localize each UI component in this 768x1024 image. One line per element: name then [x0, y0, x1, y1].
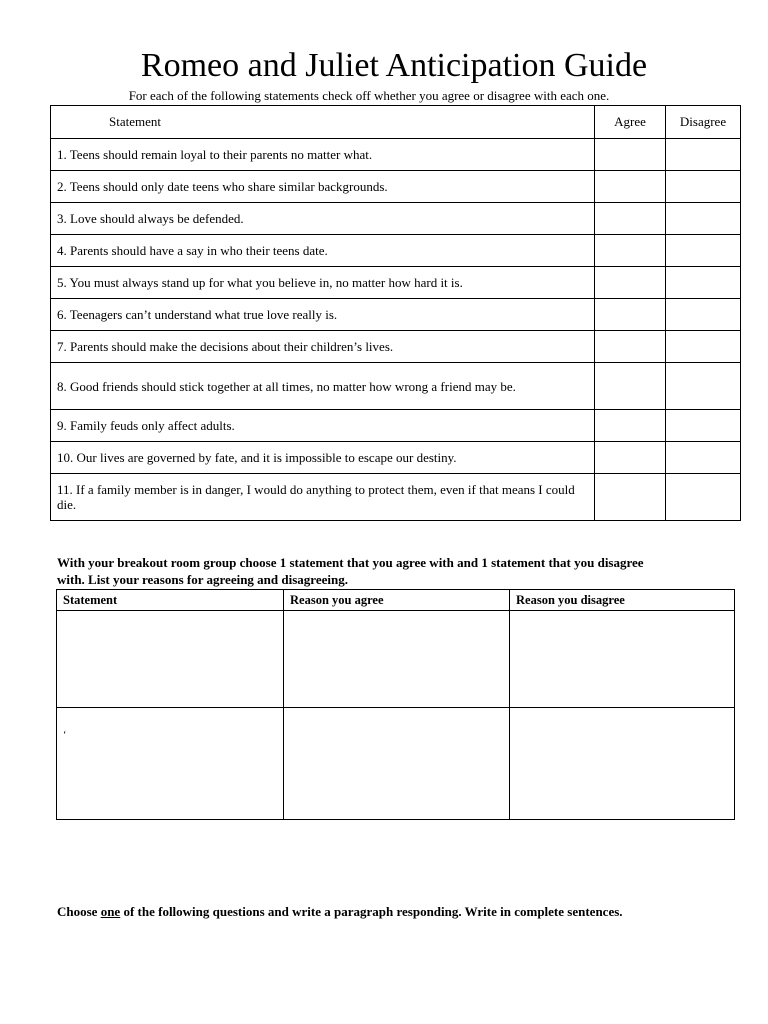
reason-agree-entry-cell[interactable] — [284, 611, 510, 708]
disagree-checkbox-cell[interactable] — [666, 410, 741, 442]
statement-text: 2. Teens should only date teens who share similar backgrounds. — [51, 171, 595, 203]
reason-disagree-entry-cell[interactable] — [510, 708, 735, 820]
disagree-checkbox-cell[interactable] — [666, 235, 741, 267]
table-header-row — [51, 106, 741, 139]
disagree-checkbox-cell[interactable] — [666, 442, 741, 474]
table-row — [51, 363, 741, 410]
reason-agree-entry-cell[interactable] — [284, 708, 510, 820]
statement-entry-cell[interactable] — [57, 708, 284, 820]
disagree-checkbox-cell[interactable] — [666, 267, 741, 299]
stray-mark: ‘ — [63, 730, 67, 741]
agree-checkbox-cell[interactable] — [595, 410, 666, 442]
statement-text: 1. Teens should remain loyal to their parents no matter what. — [51, 139, 595, 171]
header-reason-disagree: Reason you disagree — [510, 590, 735, 611]
table-row — [51, 203, 741, 235]
agree-checkbox-cell[interactable] — [595, 235, 666, 267]
statement-text: 10. Our lives are governed by fate, and it is impossible to escape our destiny. — [51, 442, 595, 474]
disagree-checkbox-cell[interactable] — [666, 203, 741, 235]
agree-checkbox-cell[interactable] — [595, 267, 666, 299]
choose-prefix: Choose — [57, 904, 101, 919]
statement-text: 8. Good friends should stick together at all times, no matter how wrong a friend may be. — [51, 363, 595, 410]
statement-text: 3. Love should always be defended. — [51, 203, 595, 235]
disagree-checkbox-cell[interactable] — [666, 331, 741, 363]
breakout-row — [57, 611, 735, 708]
breakout-row — [57, 708, 735, 820]
statement-text: 7. Parents should make the decisions about their children’s lives. — [51, 331, 595, 363]
disagree-checkbox-cell[interactable] — [666, 139, 741, 171]
table-row — [51, 171, 741, 203]
table-row — [51, 410, 741, 442]
statement-text: 11. If a family member is in danger, I would do anything to protect them, even if that means I could die. — [51, 474, 595, 521]
header-disagree: Disagree — [666, 106, 741, 139]
statement-entry-cell[interactable] — [57, 611, 284, 708]
breakout-table — [56, 589, 735, 820]
agree-checkbox-cell[interactable] — [595, 171, 666, 203]
statement-text: 9. Family feuds only affect adults. — [51, 410, 595, 442]
breakout-header-row — [57, 590, 735, 611]
page-subtitle: For each of the following statements check off whether you agree or disagree with each one. — [128, 88, 610, 103]
choose-suffix: of the following questions and write a paragraph responding. Write in complete sentences. — [120, 904, 623, 919]
agree-checkbox-cell[interactable] — [595, 442, 666, 474]
table-row — [51, 299, 741, 331]
disagree-checkbox-cell[interactable] — [666, 171, 741, 203]
agree-checkbox-cell[interactable] — [595, 331, 666, 363]
table-row — [51, 235, 741, 267]
agree-checkbox-cell[interactable] — [595, 139, 666, 171]
statement-text: 5. You must always stand up for what you believe in, no matter how hard it is. — [51, 267, 595, 299]
agree-checkbox-cell[interactable] — [595, 474, 666, 521]
breakout-instructions: With your breakout room group choose 1 statement that you agree with and 1 statement that you disagree with. List your reasons for agreeing and disagreeing. — [57, 555, 644, 587]
disagree-checkbox-cell[interactable] — [666, 363, 741, 410]
reason-disagree-entry-cell[interactable] — [510, 611, 735, 708]
agree-checkbox-cell[interactable] — [595, 299, 666, 331]
table-row — [51, 331, 741, 363]
disagree-checkbox-cell[interactable] — [666, 299, 741, 331]
header-statement: Statement — [51, 106, 595, 139]
header-reason-agree: Reason you agree — [284, 590, 510, 611]
header-agree: Agree — [595, 106, 666, 139]
page-title: Romeo and Juliet Anticipation Guide — [140, 47, 648, 84]
table-row — [51, 139, 741, 171]
table-row — [51, 474, 741, 521]
agree-checkbox-cell[interactable] — [595, 363, 666, 410]
agree-checkbox-cell[interactable] — [595, 203, 666, 235]
anticipation-guide-table — [50, 105, 741, 521]
table-row — [51, 267, 741, 299]
statement-text: 4. Parents should have a say in who their teens date. — [51, 235, 595, 267]
header-statement: Statement — [57, 590, 284, 611]
choose-underlined: one — [100, 904, 121, 919]
disagree-checkbox-cell[interactable] — [666, 474, 741, 521]
statement-text: 6. Teenagers can’t understand what true love really is. — [51, 299, 595, 331]
table-row — [51, 442, 741, 474]
paragraph-instructions — [57, 903, 677, 921]
